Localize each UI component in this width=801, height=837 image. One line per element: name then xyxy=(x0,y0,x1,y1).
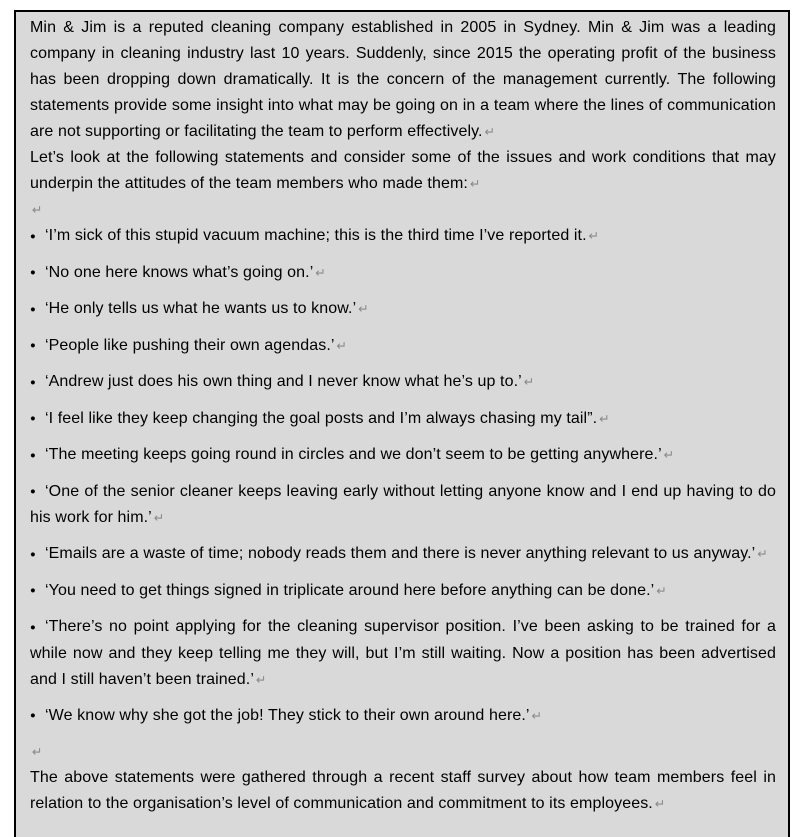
bullet-icon: ● xyxy=(30,548,36,560)
closing-paragraph xyxy=(30,765,776,817)
statement-item-9 xyxy=(30,541,776,568)
statement-item-2 xyxy=(30,260,776,287)
bullet-icon: ● xyxy=(30,376,36,388)
paragraph-mark-icon: ↵ xyxy=(32,202,43,217)
bullet-icon: ● xyxy=(30,267,36,278)
statement-text: ‘Andrew just does his own thing and I never know what he’s up to.’ xyxy=(45,373,522,390)
paragraph-mark-icon: ↵ xyxy=(757,546,768,561)
statement-text: ‘I’m sick of this stupid vacuum machine; this is the third time I’ve reported it. xyxy=(45,227,587,244)
statement-item-6 xyxy=(30,406,776,433)
statement-text: ‘The meeting keeps going round in circles and we don’t seem to be getting anywhere.’ xyxy=(45,446,662,463)
paragraph-mark-icon: ↵ xyxy=(32,744,43,759)
paragraph-mark-icon: ↵ xyxy=(654,796,666,811)
bullet-icon: ● xyxy=(30,449,36,461)
paragraph-mark-icon: ↵ xyxy=(358,301,369,316)
statement-text: ‘He only tells us what he wants us to know.’ xyxy=(45,300,357,317)
paragraph-mark-icon: ↵ xyxy=(588,228,600,243)
empty-paragraph xyxy=(30,197,776,223)
statement-item-10 xyxy=(30,578,776,605)
intro-text: Min & Jim is a reputed cleaning company established in 2005 in Sydney. Min & Jim was a leading company in cleaning industry last 10 years. Suddenly, since 2015 the operating profit of the business has been dropping down dramatically. It is the concern of the management currently. The following statements provide some insight into what may be going on in a team where the lines of communication are not supporting or facilitating the team to perform effectively. xyxy=(30,19,776,140)
lead-in-paragraph xyxy=(30,145,776,197)
bullet-icon: ● xyxy=(30,230,36,242)
statement-item-1 xyxy=(30,223,776,250)
bullet-icon: ● xyxy=(30,486,36,497)
statement-text: ‘Emails are a waste of time; nobody reads them and there is never anything relevant to us anyway.’ xyxy=(45,545,756,562)
bullet-icon: ● xyxy=(30,710,36,721)
bullet-icon: ● xyxy=(30,303,36,315)
statement-text: ‘No one here knows what’s going on.’ xyxy=(45,263,314,281)
statement-text: ‘There’s no point applying for the cleaning supervisor position. I’ve been asking to be trained for a while now and they keep telling me they will, but I’m still waiting. Now a position has been advertised and I still haven’t been trained.’ xyxy=(30,618,776,688)
statement-text: ‘We know why she got the job! They stick to their own around here.’ xyxy=(45,706,530,724)
paragraph-mark-icon: ↵ xyxy=(599,410,610,426)
empty-paragraph xyxy=(30,739,776,765)
statement-text: ‘One of the senior cleaner keeps leaving early without letting anyone know and I end up having to do his work for him.’ xyxy=(30,482,776,526)
paragraph-mark-icon: ↵ xyxy=(523,374,535,389)
paragraph-mark-icon: ↵ xyxy=(663,447,675,462)
paragraph-mark-icon: ↵ xyxy=(153,510,165,525)
paragraph-mark-icon: ↵ xyxy=(315,264,326,280)
statement-item-5 xyxy=(30,369,776,396)
paragraph-mark-icon: ↵ xyxy=(531,707,543,723)
case-study-text-box xyxy=(14,10,790,837)
intro-paragraph xyxy=(30,15,776,145)
statement-text: ‘You need to get things signed in triplicate around here before anything can be done.’ xyxy=(45,581,655,599)
statement-item-3 xyxy=(30,296,776,323)
bullet-icon: ● xyxy=(30,585,36,596)
lead-in-text: Let’s look at the following statements and consider some of the issues and work conditions that may underpin the attitudes of the team members who made them: xyxy=(30,149,776,192)
paragraph-mark-icon: ↵ xyxy=(256,671,267,687)
closing-text: The above statements were gathered through a recent staff survey about how team members feel in relation to the organisation’s level of communication and commitment to its employees. xyxy=(30,769,776,812)
statement-text: ‘I feel like they keep changing the goal posts and I’m always chasing my tail”. xyxy=(45,409,598,427)
paragraph-mark-icon: ↵ xyxy=(484,124,496,139)
bullet-icon: ● xyxy=(30,621,36,633)
paragraph-mark-icon: ↵ xyxy=(656,582,667,598)
statement-item-12 xyxy=(30,703,776,730)
bullet-icon: ● xyxy=(30,413,36,424)
statement-item-11 xyxy=(30,614,776,693)
paragraph-mark-icon: ↵ xyxy=(336,337,348,353)
statement-text: ‘People like pushing their own agendas.’ xyxy=(45,336,335,354)
statement-item-7 xyxy=(30,442,776,469)
statement-item-8 xyxy=(30,479,776,532)
bullet-icon: ● xyxy=(30,340,36,351)
statement-item-4 xyxy=(30,333,776,360)
paragraph-mark-icon: ↵ xyxy=(469,176,481,191)
